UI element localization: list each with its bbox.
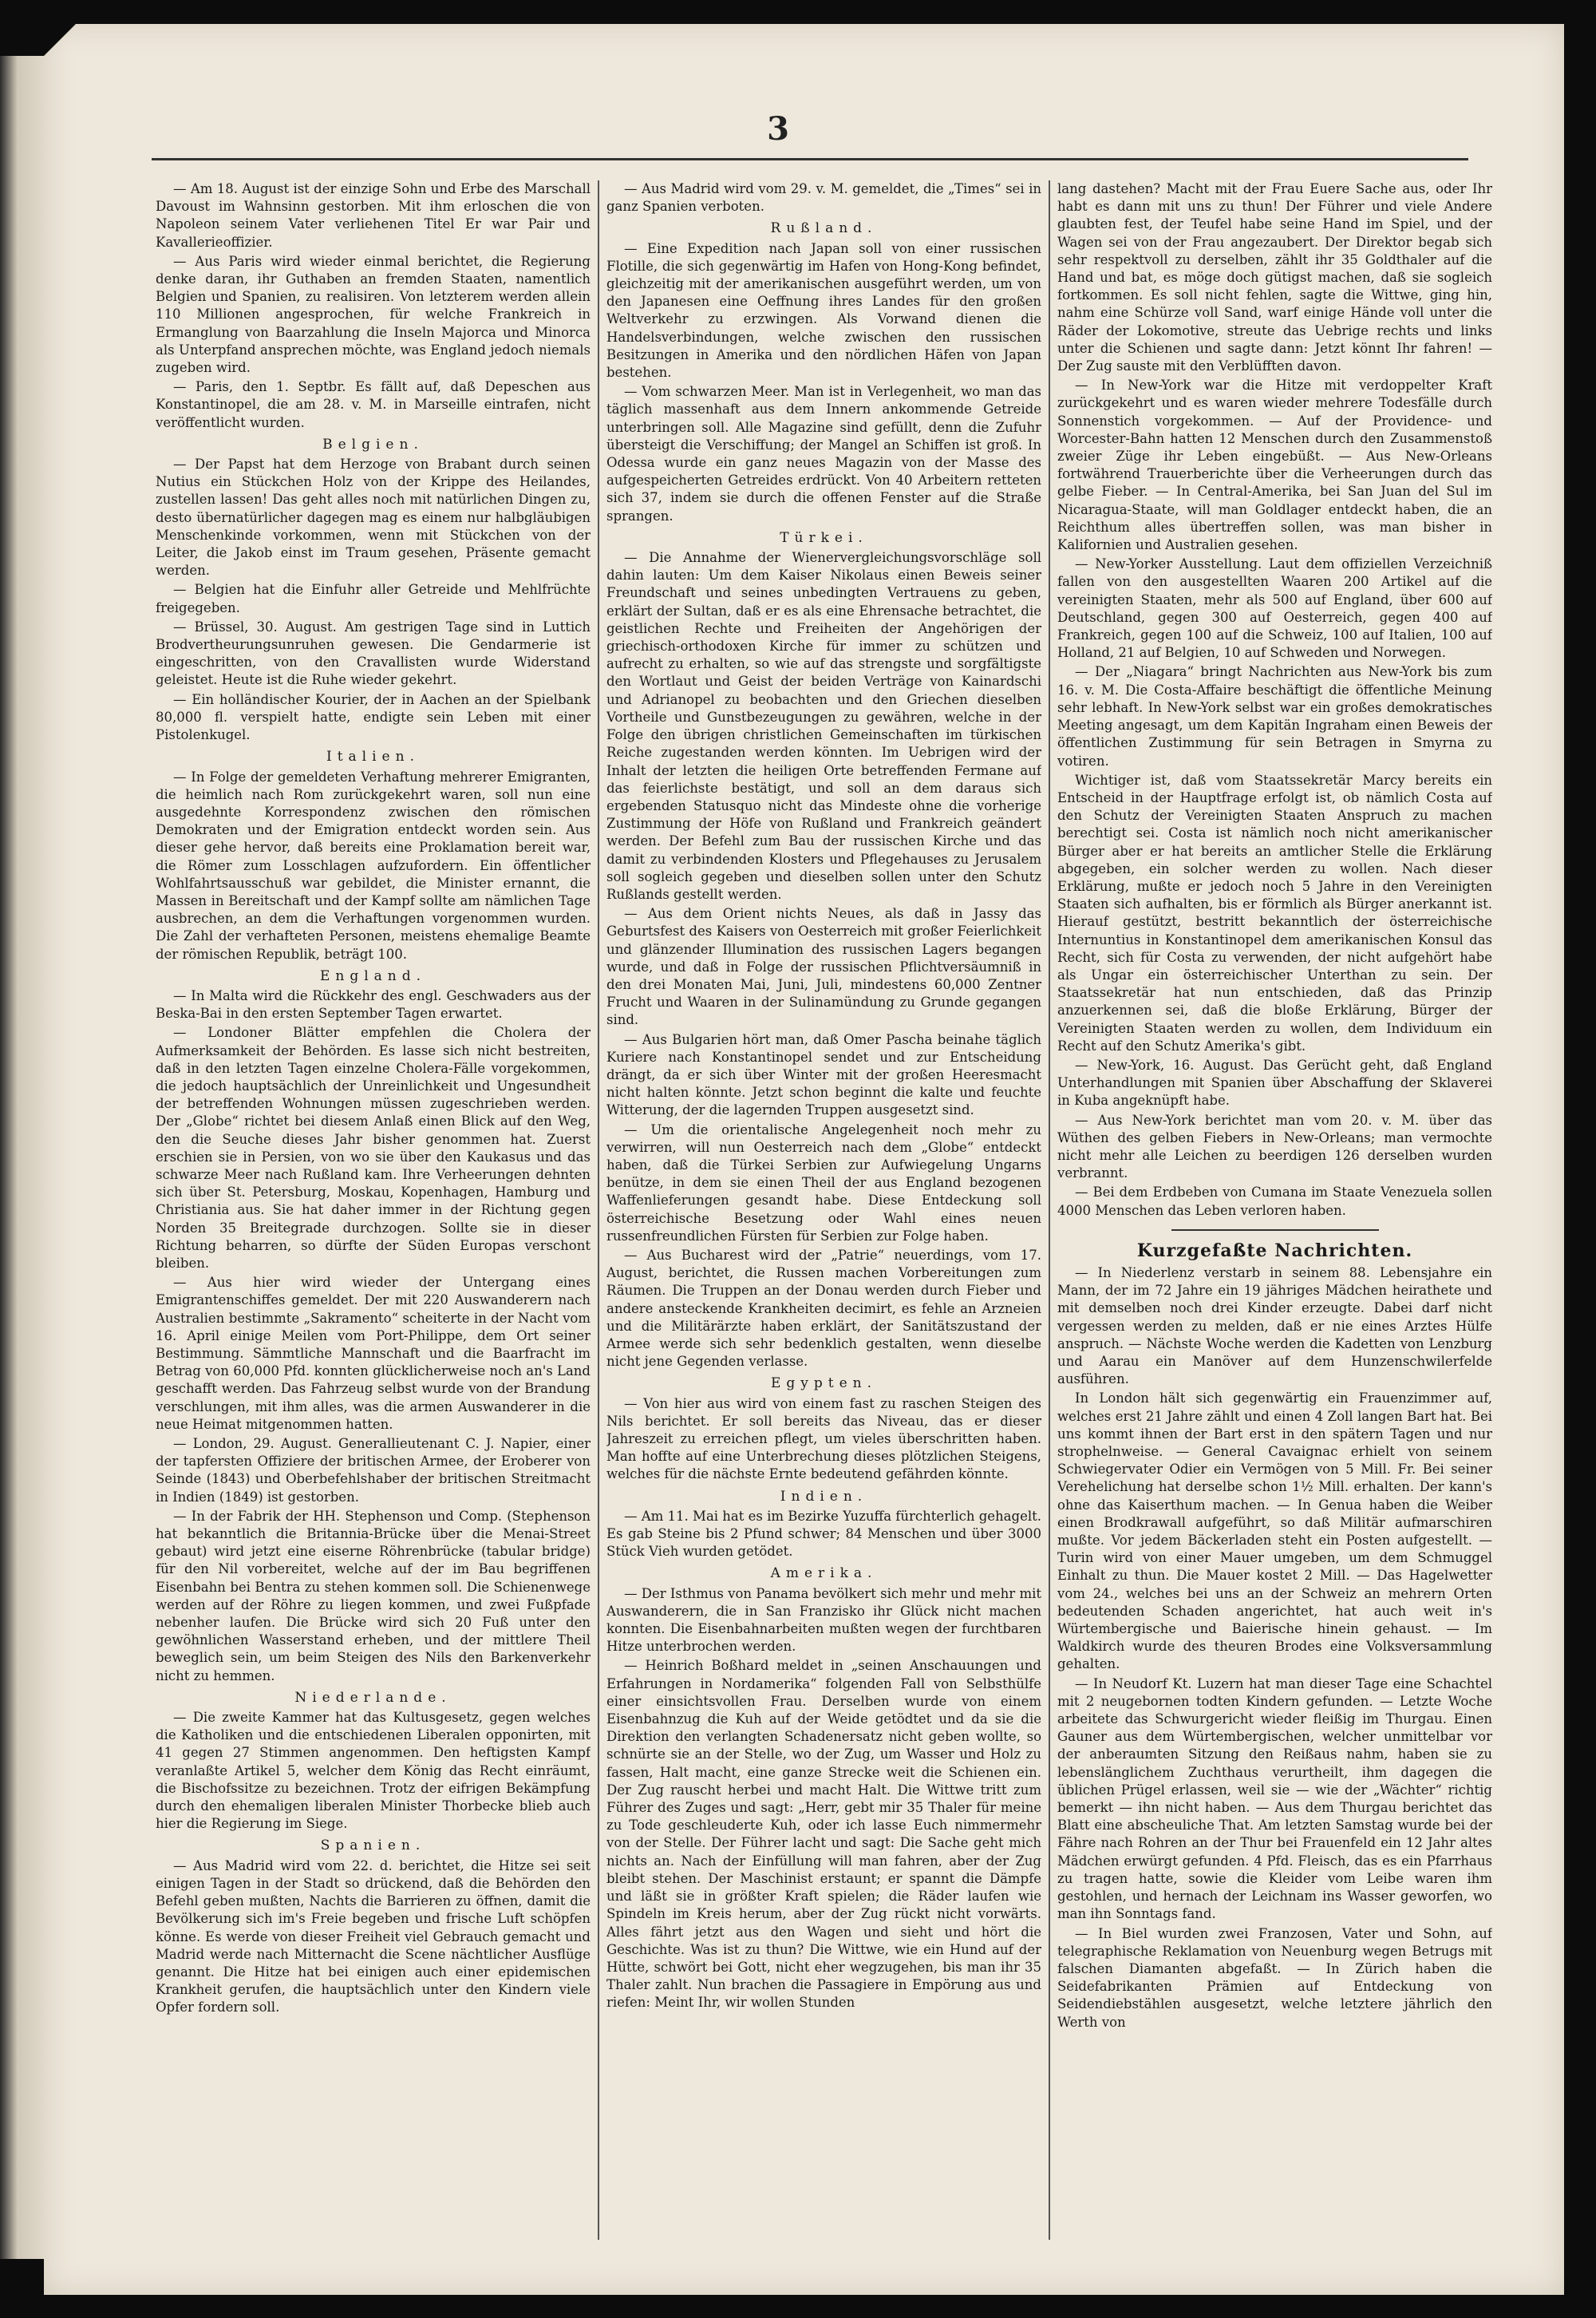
section-heading: England. [319, 967, 427, 984]
article-paragraph: — Aus Bucharest wird der „Patrie“ neuerdings, vom 17. August, berichtet, die Russen machen Vorbereitungen zum Räumen. Die Truppen an der Donau werden durch Fieber und andere ansteckende Krankheiten decimirt, es fehle an Arzneien und die Militärärzte haben erklärt, der Sanitätszustand der Armee werde sich sehr bedenklich gestalten, wenn dieselbe nicht jene Gegenden verlasse. [606, 1247, 1041, 1370]
article-paragraph: — Londoner Blätter empfehlen die Cholera der Aufmerksamkeit der Behörden. Es lasse sich nicht bestreiten, daß in den letzten Tagen einzelne Cholera-Fälle vorgekommen, die jedoch hauptsächlich der Unreinlichkeit und Ungesundheit der betreffenden Wohnungen müssen zugeschrieben werden. Der „Globe“ richtet bei diesem Anlaß einen Blick auf den Weg, den die Seuche dieses Jahr bisher genommen hat. Zuerst erschien sie in Persien, von wo sie über den Kaukasus und das schwarze Meer nach Rußland kam. Ihre Verheerungen dehnten sich über St. Petersburg, Moskau, Kopenhagen, Hamburg und Christiania aus. Sie hat daher immer in der Richtung gegen Norden 35 Breitegrade durchzogen. Sollte sie in dieser Richtung beharren, so dürfte der Süden Europas verschont bleiben. [156, 1025, 591, 1271]
section-heading: Belgien. [322, 436, 424, 453]
article-paragraph: — Aus hier wird wieder der Untergang eines Emigrantenschiffes gemeldet. Der mit 220 Auswanderern nach Australien bestimmte „Sakramento“ scheiterte in der Nacht vom 16. April einige Meilen vom Port-Philippe, dem Ort seiner Bestimmung. Sämmtliche Mannschaft und die Baarfracht im Betrag von 60,000 Pfd. konnten glücklicherweise noch an's Land geschafft werden. Das Fahrzeug selbst wurde von der Brandung verschlungen, mit ihm alles, was die armen Auswanderer in die neue Heimat mitgenommen hatten. [156, 1275, 591, 1432]
article-paragraph: — Ein holländischer Kourier, der in Aachen an der Spielbank 80,000 fl. verspielt hatte, endigte sein Leben mit einer Pistolenkugel. [156, 691, 591, 743]
article-paragraph: — Aus Paris wird wieder einmal berichtet, die Regierung denke daran, ihr Guthaben an fremden Staaten, namentlich Belgien und Spanien, zu realisiren. Von letzterem werden allein 110 Millionen angesprochen, für welche Frankreich in Ermanglung von Baarzahlung die Inseln Majorca und Minorca als Unterpfand ansprechen möchte, was England jedoch niemals zugeben wird. [156, 253, 591, 376]
section-heading: Niederlande. [294, 1689, 452, 1706]
section-heading: Amerika. [770, 1565, 878, 1582]
article-paragraph: — In der Fabrik der HH. Stephenson und Comp. (Stephenson hat bekanntlich die Britannia-Brücke über die Menai-Street gebaut) wird jetzt eine eiserne Röhrenbrücke (tabular bridge) für den Nil vorbereitet, welche auf der im Bau begriffenen Eisenbahn bei Bentra zu stehen kommen soll. Die Schienenwege werden auf der Röhre zu liegen kommen, und zwei Fußpfade nebenher laufen. Die Brücke wird sich 20 Fuß unter den gewöhnlichen Wasserstand erheben, und der mittlere Theil beweglich sein, um beim Steigen des Nils den Barkenverkehr nicht zu hemmen. [156, 1508, 591, 1683]
section-separator [1171, 1229, 1379, 1231]
article-paragraph: — Heinrich Boßhard meldet in „seinen Anschauungen und Erfahrungen in Nordamerika“ folgenden Fall von Selbsthülfe einer einsichtsvollen Frau. Derselben wurde von einem Eisenbahnzug die Kuh auf der Weide getödtet und da sie die Direktion den verlangten Schadenersatz nicht geben wollte, so schnürte sie an der Stelle, wo der Zug, um Wasser und Holz zu fassen, Halt macht, eine ganze Strecke weit die Schienen ein. Der Zug rauscht herbei und macht Halt. Die Wittwe tritt zum Führer des Zuges und sagt: „Herr, gebt mir 35 Thaler für meine zu Tode geschleuderte Kuh, oder ich lasse Euch nimmermehr von der Stelle. Der Führer lacht und sagt: Die Sache geht mich nichts an. Nach der Einfüllung will man fahren, aber der Zug bleibt stehen. Der Maschinist erstaunt; er spannt die Dämpfe und läßt sie in größter Kraft spielen; die Räder laufen wie Spindeln im Kreis herum, aber der Zug rückt nicht vorwärts. Alles fährt jetzt aus den Wagen und sieht und hört die Geschichte. Was ist zu thun? Die Wittwe, wie ein Hund auf der Hütte, schwört bei Gott, nicht eher wegzugehen, bis man ihr 35 Thaler zahlt. Nun brachen die Passagiere in Empörung aus und riefen: Meint Ihr, wir wollen Stunden [606, 1658, 1041, 2011]
article-paragraph: — New-Yorker Ausstellung. Laut dem offiziellen Verzeichniß fallen von den ausgestellten Waaren 200 Artikel auf die vereinigten Staaten, mehr als 500 auf England, über 600 auf Deutschland, gegen 300 auf Oesterreich, gegen 400 auf Frankreich, gegen 100 auf die Schweiz, 100 auf Italien, 100 auf Holland, 21 auf Belgien, 10 auf Schweden und Norwegen. [1057, 556, 1492, 661]
article-paragraph: — Paris, den 1. Septbr. Es fällt auf, daß Depeschen aus Konstantinopel, die am 28. v. M. in Marseille eintrafen, nicht veröffentlicht wurden. [156, 379, 591, 430]
torn-corner [44, 24, 76, 56]
article-paragraph: — Bei dem Erdbeben von Cumana im Staate Venezuela sollen 4000 Menschen das Leben verloren haben. [1057, 1185, 1492, 1218]
newspaper-page [44, 24, 1564, 2295]
article-paragraph: — Aus Madrid wird vom 29. v. M. gemeldet, die „Times“ sei in ganz Spanien verboten. [606, 181, 1041, 215]
article-paragraph: In London hält sich gegenwärtig ein Frauenzimmer auf, welches erst 21 Jahre zählt und einen 4 Zoll langen Bart hat. Bei uns kommt ihnen der Bart erst in den spätern Tagen und nur strophelnweise. — General Cavaignac erhielt von seinem Schwiegervater Odier ein Vermögen von 5 Mill. Fr. Bei seiner Verehelichung hat derselbe schon 1½ Mill. erhalten. Der kann's ohne das Kaiserthum machen. — In Genua haben die Weiber einen Brodkrawall aufgeführt, so daß Militär aufmarschiren mußte. Vor jedem Bäckerladen steht ein Posten aufgestellt. — Turin wird von einer Mauer umgeben, um dem Schmuggel Einhalt zu thun. Die Mauer kostet 2 Mill. — Das Hagelwetter vom 24., welches bei uns an der Schweiz an mehrern Orten bedeutenden Schaden angerichtet, hat auch weit in's Würtembergische und Baierische hinein gehaust. — Im Waldkirch wurde des theuren Brodes eine Volksversammlung gehalten. [1057, 1390, 1492, 1672]
article-paragraph: — Aus Madrid wird vom 22. d. berichtet, die Hitze sei seit einigen Tagen in der Stadt so drückend, daß die Behörden den Befehl geben mußten, Nachts die Barrieren zu öffnen, damit die Bevölkerung sich im's Freie begeben und frische Luft schöpfen könne. Es werde von dieser Freiheit viel Gebrauch gemacht und Madrid werde nach Mitternacht die Scene nächtlicher Ausflüge genannt. Die Hitze hat bei einigen auch einer epidemischen Krankheit gerufen, die hauptsächlich unter den Kindern viele Opfer fordern soll. [156, 1857, 591, 2015]
article-paragraph: — In New-York war die Hitze mit verdoppelter Kraft zurückgekehrt und es waren wieder mehrere Todesfälle durch Sonnenstich vorgekommen. — Auf der Providence- und Worcester-Bahn hatten 12 Menschen durch den Zusammenstoß zweier Züge ihr Leben eingebüßt. — Aus New-Orleans fortwährend Trauerberichte über die Verheerungen durch das gelbe Fieber. — In Central-Amerika, bei San Juan del Sul im Nicaragua-Staate, will man Goldlager entdeckt haben, die an Reichthum alles übertreffen sollen, was man bisher in Kalifornien und Australien gesehen. [1057, 378, 1492, 553]
article-paragraph: — Vom schwarzen Meer. Man ist in Verlegenheit, wo man das täglich massenhaft aus dem Innern ankommende Getreide unterbringen soll. Alle Magazine sind gefüllt, denn die Zufuhr übersteigt die Verschiffung; der Mangel an Schiffen ist groß. In Odessa wurde ein ganz neues Magazin von der Masse des aufgespeicherten Getreides erdrückt. Von 40 Arbeitern retteten sich 37, indem sie durch die offenen Fenster auf die Straße sprangen. [606, 384, 1041, 524]
article-paragraph: — In Biel wurden zwei Franzosen, Vater und Sohn, auf telegraphische Reklamation von Neuenburg wegen Betrugs mit falschen Diamanten abgefaßt. — In Zürich haben die Seidefabrikanten Prämien auf Entdeckung von Seidendiebstählen ausgesetzt, welche letztere jährlich den Werth von [1057, 1925, 1492, 2030]
article-paragraph: — Aus dem Orient nichts Neues, als daß in Jassy das Geburtsfest des Kaisers von Oesterreich mit großer Feierlichkeit und glänzender Illumination des russischen Lagers begangen wurde, und daß in Folge der russischen Pflichtversäumniß in den drei Monaten Mai, Juni, Juli, mindestens 60,000 Zentner Frucht und Waaren in der Sulinamündung zu Grunde gegangen sind. [606, 906, 1041, 1028]
column-divider [598, 180, 599, 2240]
column-divider [1049, 180, 1050, 2240]
header-rule [152, 158, 1468, 160]
article-paragraph: — New-York, 16. August. Das Gerücht geht, daß England Unterhandlungen mit Spanien über Abschaffung der Sklaverei in Kuba angeknüpft habe. [1057, 1057, 1492, 1109]
section-title: Kurzgefaßte Nachrichten. [1136, 1240, 1413, 1261]
article-paragraph: — Am 11. Mai hat es im Bezirke Yuzuffa fürchterlich gehagelt. Es gab Steine bis 2 Pfund schwer; 84 Menschen und über 3000 Stück Vieh wurden getödet. [606, 1508, 1041, 1560]
article-paragraph: — Um die orientalische Angelegenheit noch mehr zu verwirren, will nun Oesterreich nach dem „Globe“ entdeckt haben, daß die Türkei Serbien zur Aufwiegelung Ungarns benütze, in dem sie einen Theil der aus England bezogenen Waffenlieferungen gesandt habe. Diese Entdeckung soll österreichische Besetzung oder Wahl eines neuen russenfreundlichen Fürsten für Serbien zur Folge haben. [606, 1121, 1041, 1244]
section-heading: Egypten. [770, 1375, 878, 1392]
section-heading: Türkei. [780, 529, 868, 546]
article-paragraph: — Belgien hat die Einfuhr aller Getreide und Mehlfrüchte freigegeben. [156, 582, 591, 615]
article-paragraph: — Der „Niagara“ bringt Nachrichten aus New-York bis zum 16. v. M. Die Costa-Affaire beschäftigt die öffentliche Meinung sehr lebhaft. In New-York selbst war ein großes demokratisches Meeting angesagt, um dem Kapitän Ingraham einen Beweis der öffentlichen Zustimmung für sein Betragen in Smyrna zu votiren. [1057, 664, 1492, 769]
section-heading: Indien. [780, 1488, 868, 1505]
article-paragraph: — Eine Expedition nach Japan soll von einer russischen Flotille, die sich gegenwärtig im Hafen von Hong-Kong befindet, gleichzeitig mit der amerikanischen ausgeführt werden, um von den Japanesen eine Oeffnung ihres Landes für den großen Weltverkehr zu erzwingen. Als Vorwand dienen die Handelsverbindungen, welche zwischen den russischen Besitzungen in Amerika und den nördlichen Häfen von Japan bestehen. [606, 240, 1041, 381]
article-paragraph: — Von hier aus wird von einem fast zu raschen Steigen des Nils berichtet. Er soll bereits das Niveau, das er dieser Jahreszeit zu erreichen pflegt, um vieles überschritten haben. Man hoffte auf eine Unterbrechung dieses plötzlichen Steigens, welches für die nächste Ernte bedeutend gefährden könnte. [606, 1395, 1041, 1482]
article-paragraph: — In Malta wird die Rückkehr des engl. Geschwaders aus der Beska-Bai in den ersten September Tagen erwartet. [156, 987, 591, 1022]
column-3 [1057, 180, 1492, 2240]
page-number: 3 [767, 110, 789, 148]
article-paragraph: — In Niederlenz verstarb in seinem 88. Lebensjahre ein Mann, der im 72 Jahre ein 19 jähriges Mädchen heirathete und mit demselben noch drei Kinder erzeugte. Dabei darf nicht vergessen werden zu melden, daß er nie eines Arztes Hülfe anspruch. — Nächste Woche werden die Kadetten von Lenzburg und Aarau ein Manöver auf dem Hunzenschwilerfelde ausführen. [1057, 1264, 1492, 1387]
section-heading: Spanien. [320, 1837, 426, 1854]
section-heading: Italien. [326, 749, 420, 765]
section-heading: Rußland. [770, 220, 878, 237]
article-paragraph: — Die Annahme der Wienervergleichungsvorschläge soll dahin lauten: Um dem Kaiser Nikolaus einen Beweis seiner Freundschaft und seines unbedingten Vertrauens zu geben, erklärt der Sultan, daß er es als eine Ehrensache betrachtet, die geistlichen Rechte und Freiheiten der Angehörigen der griechisch-orthodoxen Kirche für immer zu schützen und aufrecht zu erhalten, so wie auf das strengste und sorgfältigste den Wortlaut und Geist der beiden Verträge von Kainardschi und Adrianopel zu beobachten und den Griechen dieselben Vortheile und Gunstbezeugungen zu gewähren, welche in der Folge den übrigen christlichen Gemeinschaften im türkischen Reiche zugestanden werden könnten. Im Uebrigen wird der Inhalt der letzten die heiligen Orte betreffenden Fermane auf das feierlichste bestätigt, und soll an dem daraus sich ergebenden Statusquo nicht das Mindeste ohne die vorherige Zustimmung der Höfe von Rußland und Frankreich geändert werden. Der Befehl zum Bau der russischen Kirche und das damit zu verbindenden Klosters und Pflegehauses zu Jerusalem soll sogleich gegeben und dieselben sollen unter den Schutz Rußlands gestellt werden. [606, 550, 1041, 902]
article-paragraph: — In Neudorf Kt. Luzern hat man dieser Tage eine Schachtel mit 2 neugebornen todten Kindern gefunden. — Letzte Woche arbeitete das Schwurgericht wieder fleißig im Thurgau. Einen Gauner aus dem Würtembergischen, welcher unmittelbar vor der anberaumten Sitzung den Reißaus nahm, haben sie zu lebenslänglichem Zuchthaus verurtheilt, ihm dagegen die üblichen Prügel erlassen, weil sie — wie der „Wächter“ richtig bemerkt — ihn nicht haben. — Aus dem Thurgau berichtet das Blatt eine abscheuliche That. Am letzten Samstag wurde bei der Fähre nach Rohren an der Thur bei Frauenfeld ein 12 Jahr altes Mädchen erwürgt gefunden. 4 Pfd. Fleisch, das es ein Pfarrhaus zu tragen hatte, sowie die Kleider vom Leibe waren ihm gestohlen, und hernach der Leichnam ins Wasser geworfen, wo man ihn Sonntags fand. [1057, 1675, 1492, 1922]
previous-page-edge [0, 56, 49, 2259]
column-2 [606, 180, 1041, 2240]
column-1 [156, 180, 591, 2240]
article-paragraph: — Die zweite Kammer hat das Kultusgesetz, gegen welches die Katholiken und die entschiedenen Liberalen opponirten, mit 41 gegen 27 Stimmen angenommen. Den heftigsten Kampf veranlaßte Artikel 5, welcher dem König das Recht einräumt, die Bischofssitze zu bezeichnen. Trotz der eifrigen Bekämpfung durch den ehemaligen liberalen Minister Thorbecke blieb auch hier die Regierung im Siege. [156, 1710, 591, 1832]
article-paragraph: — Brüssel, 30. August. Am gestrigen Tage sind in Luttich Brodvertheurungsunruhen gewesen. Die Gendarmerie ist eingeschritten, von den Cravallisten wurde Widerstand geleistet. Heute ist die Ruhe wieder gekehrt. [156, 619, 591, 688]
article-paragraph: — In Folge der gemeldeten Verhaftung mehrerer Emigranten, die heimlich nach Rom zurückgekehrt waren, soll nun eine ausgedehnte Korrespondenz zwischen den römischen Demokraten und der Emigration entdeckt worden sein. Aus dieser gehe hervor, daß bereits eine Proklamation bereit war, die Römer zum Losschlagen aufzufordern. Ein öffentlicher Wohlfahrtsausschuß war gebildet, die Minister ernannt, die Massen in Bereitschaft und der Kampf sollte am nämlichen Tage ausbrechen, an dem die Verhaftungen vorgenommen wurden. Die Zahl der verhafteten Personen, meistens ehemalige Beamte der römischen Republik, beträgt 100. [156, 769, 591, 962]
article-paragraph: — Aus New-York berichtet man vom 20. v. M. über das Wüthen des gelben Fiebers in New-Orleans; man vermochte nicht mehr alle Leichen zu beerdigen 126 derselben wurden verbrannt. [1057, 1112, 1492, 1181]
article-paragraph: lang dastehen? Macht mit der Frau Euere Sache aus, oder Ihr habt es dann mit uns zu thun! Der Führer und viele Andere glaubten fest, der Teufel habe seine Hand im Spiel, und der Wagen sei von der Frau angezaubert. Der Direktor begab sich sehr respektvoll zu derselben, zählt ihr 35 Goldthaler auf die Hand und bat, es möge doch gütigst machen, daß sie sogleich fortkommen. Es soll nicht fehlen, sagte die Wittwe, ging hin, nahm eine Schürze voll Sand, warf einige Hände voll unter die Räder der Lokomotive, streute das Uebrige rechts und links unter die Schienen und sagte dann: Jetzt könnt Ihr fahren! — Der Zug sauste mit den Verblüfften davon. [1057, 181, 1492, 374]
article-paragraph: — Am 18. August ist der einzige Sohn und Erbe des Marschall Davoust im Wahnsinn gestorben. Mit ihm erloschen die von Napoleon seinem Vater verliehenen Titel Er war Pair und Kavallerieoffizier. [156, 181, 591, 250]
article-paragraph: — Der Papst hat dem Herzoge von Brabant durch seinen Nutius ein Stückchen Holz von der Krippe des Heilandes, zustellen lassen! Das geht alles noch mit natürlichen Dingen zu, desto übernatürlicher dagegen mag es einem nur halbgläubigen Menschenkinde vorkommen, wenn mit Stückchen von der Leiter, die Jakob einst im Traum gesehen, Präsente gemacht werden. [156, 457, 591, 579]
article-paragraph: — Aus Bulgarien hört man, daß Omer Pascha beinahe täglich Kuriere nach Konstantinopel sendet und zur Entscheidung drängt, da er sich über Winter mit der großen Heeresmacht nicht halten könnte. Jetzt schon beginnt die kalte und feuchte Witterung, der die lagernden Truppen ausgesetzt sind. [606, 1031, 1041, 1118]
article-paragraph: — Der Isthmus von Panama bevölkert sich mehr und mehr mit Auswanderern, die in San Franzisko ihr Glück nicht machen konnten. Die Eisenbahnarbeiten mußten wegen der furchtbaren Hitze unterbrochen werden. [606, 1585, 1041, 1655]
article-paragraph: Wichtiger ist, daß vom Staatssekretär Marcy bereits ein Entscheid in der Hauptfrage erfolgt ist, ob nämlich Costa auf den Schutz der Vereinigten Staaten Anspruch zu machen berechtigt sei. Costa ist nämlich noch nicht amerikanischer Bürger aber er hat bereits an amtlicher Stelle die Erklärung abgegeben, ein solcher werden zu wollen. Nach dieser Erklärung, mußte er jedoch noch 5 Jahre in den Vereinigten Staaten sich aufhalten, bis er förmlich als Bürger anerkannt ist. Hierauf gestützt, bestritt bekanntlich der österreichische Internuntius in Konstantinopel dem amerikanischen Konsul das Recht, sich für Costa zu verwenden, der nicht aufgehört habe als Ungar ein österreichischer Unterthan zu sein. Der Staatssekretär hat nun entschieden, daß das Prinzip anzuerkennen sei, daß die bloße Erklärung, Bürger der Vereinigten Staaten werden zu wollen, dem Individuum ein Recht auf den Schutz Amerika's gibt. [1057, 772, 1492, 1054]
article-paragraph: — London, 29. August. Generallieutenant C. J. Napier, einer der tapfersten Offiziere der britischen Armee, der Eroberer von Seinde (1843) und Oberbefehlshaber der britischen Streitmacht in Indien (1849) ist gestorben. [156, 1436, 591, 1505]
